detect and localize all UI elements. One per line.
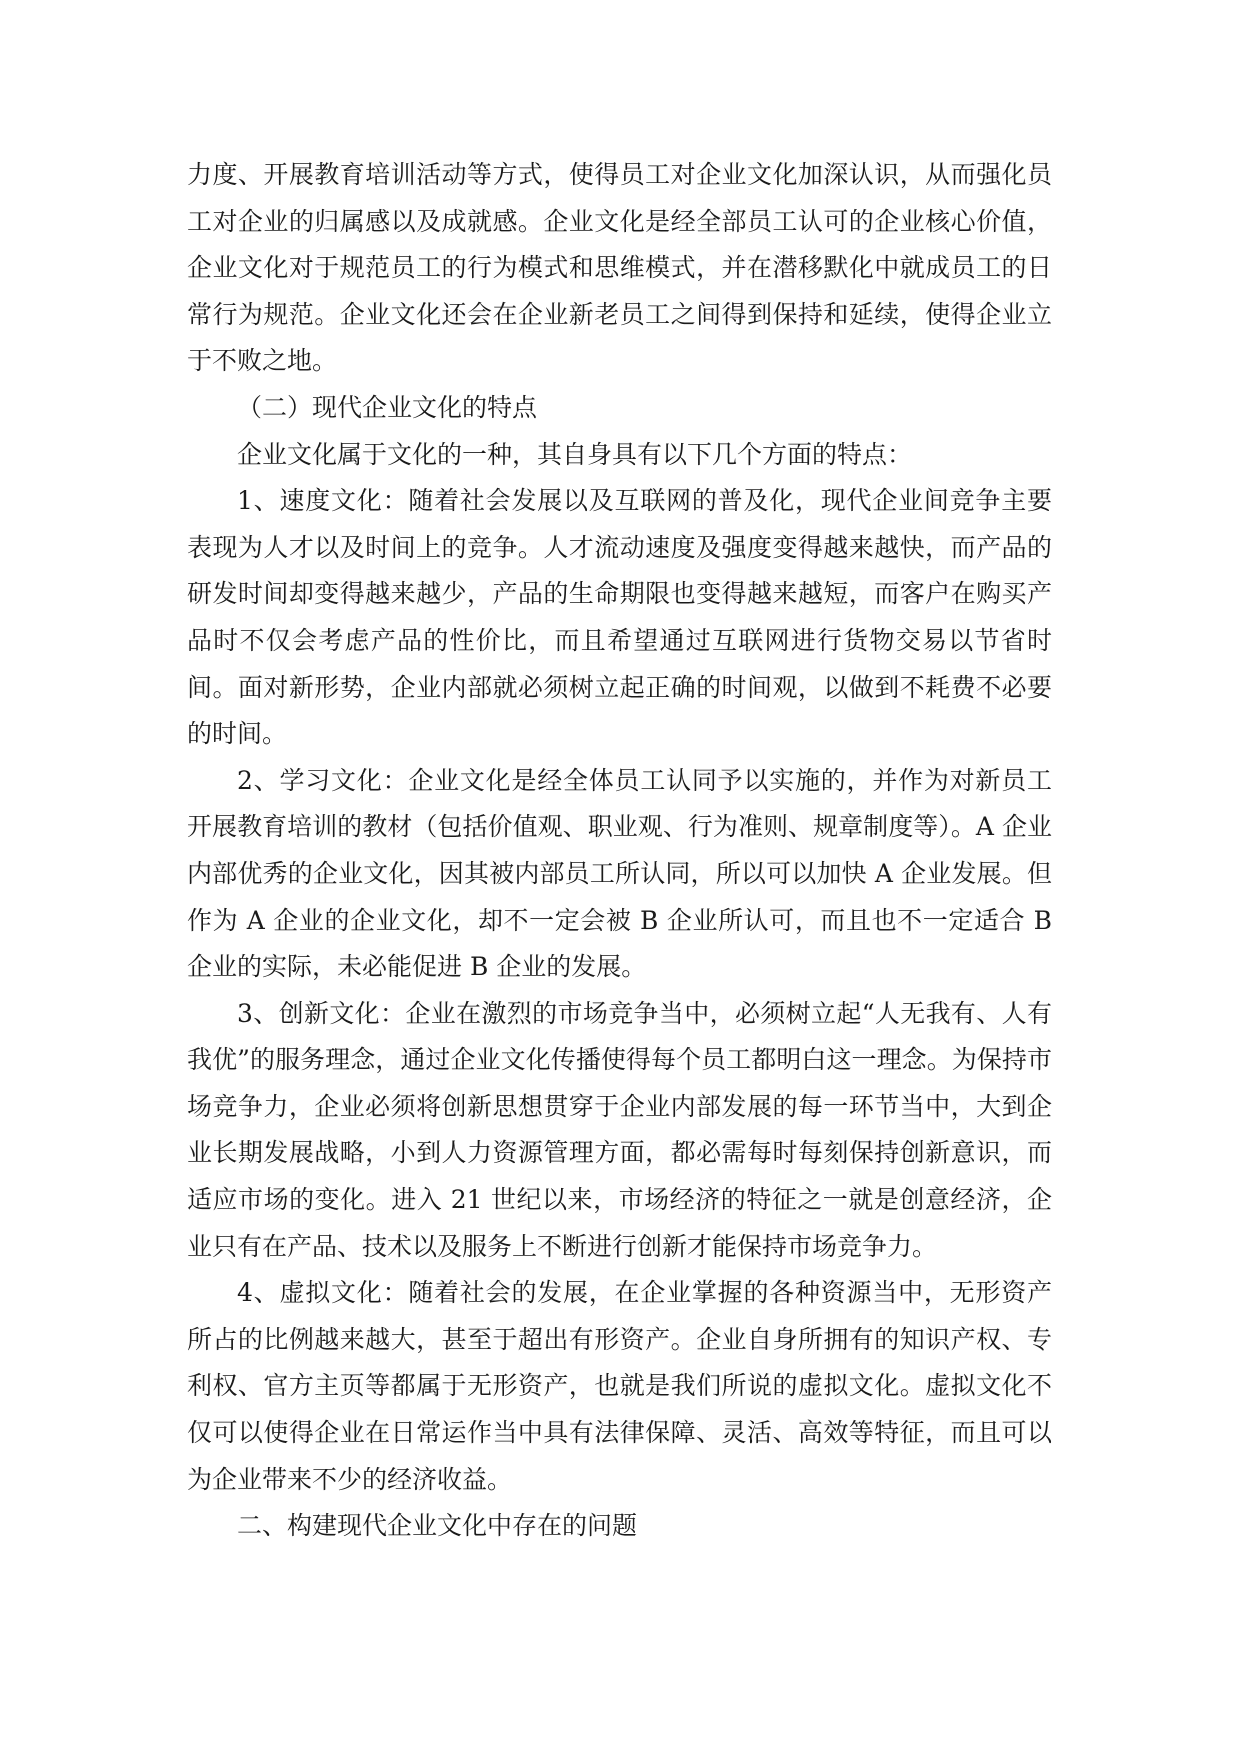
paragraph-virtual-culture: 4、虚拟文化：随着社会的发展，在企业掌握的各种资源当中，无形资产所占的比例越来越大，甚至于超出有形资产。企业自身所拥有的知识产权、专利权、官方主页等都属于无形资产，也就是我们所说的虚拟文化。虚拟文化不仅可以使得企业在日常运作当中具有法律保障、灵活、高效等特征，而且可以为企业带来不少的经济收益。 <box>187 1278 1052 1494</box>
paragraph-innovation-culture: 3、创新文化：企业在激烈的市场竞争当中，必须树立起“人无我有、人有我优”的服务理念，通过企业文化传播使得每个员工都明白这一理念。为保持市场竞争力，企业必须将创新思想贯穿于企业内部发展的每一环节当中，大到企业长期发展战略，小到人力资源管理方面，都必需每时每刻保持创新意识，而适应市场的变化。进入 21 世纪以来，市场经济的特征之一就是创意经济，企业只有在产品、技术以及服务上不断进行创新才能保持市场竞争力。 <box>187 998 1052 1261</box>
document-body <box>187 152 1052 1550</box>
paragraph-learning-culture: 2、学习文化：企业文化是经全体员工认同予以实施的，并作为对新员工开展教育培训的教材（包括价值观、职业观、行为准则、规章制度等）。A 企业内部优秀的企业文化，因其被内部员工所认同，所以可以加快 A 企业发展。但作为 A 企业的企业文化，却不一定会被 B 企业所认可，而且也不一定适合 B 企业的实际，未必能促进 B 企业的发展。 <box>187 765 1052 982</box>
paragraph-continuation: 力度、开展教育培训活动等方式，使得员工对企业文化加深认识，从而强化员工对企业的归属感以及成就感。企业文化是经全部员工认可的企业核心价值，企业文化对于规范员工的行为模式和思维模式，并在潜移默化中就成员工的日常行为规范。企业文化还会在企业新老员工之间得到保持和延续，使得企业立于不败之地。 <box>187 160 1052 376</box>
section-heading-features: （二）现代企业文化的特点 <box>237 392 538 422</box>
paragraph-intro: 企业文化属于文化的一种，其自身具有以下几个方面的特点： <box>237 439 913 469</box>
section-heading-problems: 二、构建现代企业文化中存在的问题 <box>237 1511 638 1541</box>
paragraph-speed-culture: 1、速度文化：随着社会发展以及互联网的普及化，现代企业间竞争主要表现为人才以及时间上的竞争。人才流动速度及强度变得越来越快，而产品的研发时间却变得越来越少，产品的生命期限也变得越来越短，而客户在购买产品时不仅会考虑产品的性价比，而且希望通过互联网进行货物交易以节省时间。面对新形势，企业内部就必须树立起正确的时间观，以做到不耗费不必要的时间。 <box>187 486 1052 749</box>
